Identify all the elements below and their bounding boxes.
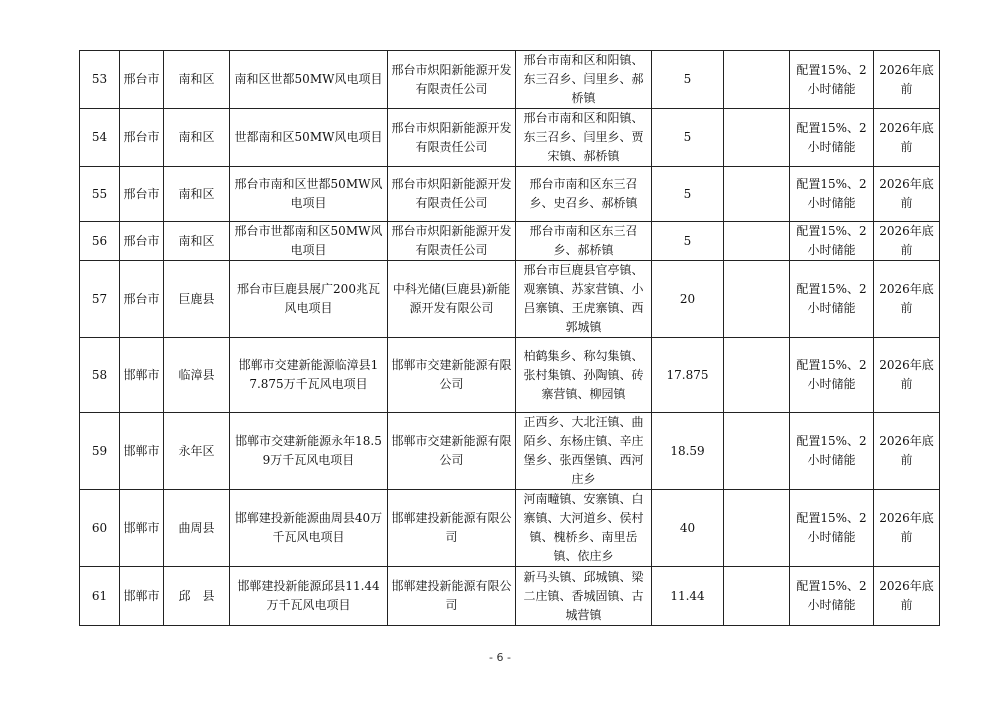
city-cell: 邯郸市 (120, 490, 164, 567)
storage-cell: 配置15%、2小时储能 (790, 490, 874, 567)
deadline-cell: 2026年底前 (874, 51, 940, 109)
county-cell: 巨鹿县 (164, 261, 230, 338)
county-cell: 南和区 (164, 109, 230, 167)
deadline-cell: 2026年底前 (874, 222, 940, 261)
city-cell: 邢台市 (120, 261, 164, 338)
city-cell: 邯郸市 (120, 413, 164, 490)
note-cell (724, 109, 790, 167)
location-cell: 邢台市南和区东三召乡、史召乡、郝桥镇 (516, 167, 652, 222)
storage-cell: 配置15%、2小时储能 (790, 338, 874, 413)
project-name-cell: 邢台市巨鹿县展广200兆瓦风电项目 (230, 261, 388, 338)
company-cell: 邢台市炽阳新能源开发有限责任公司 (388, 109, 516, 167)
county-cell: 南和区 (164, 51, 230, 109)
capacity-cell: 5 (652, 109, 724, 167)
company-cell: 邯郸市交建新能源有限公司 (388, 338, 516, 413)
deadline-cell: 2026年底前 (874, 261, 940, 338)
row-number-cell: 61 (80, 567, 120, 626)
company-cell: 邢台市炽阳新能源开发有限责任公司 (388, 167, 516, 222)
storage-cell: 配置15%、2小时储能 (790, 109, 874, 167)
table-row (80, 490, 940, 567)
project-name-cell: 邯郸市交建新能源临漳县17.875万千瓦风电项目 (230, 338, 388, 413)
page-number: - 6 - (489, 651, 511, 664)
capacity-cell: 5 (652, 222, 724, 261)
table-row (80, 51, 940, 109)
deadline-cell: 2026年底前 (874, 567, 940, 626)
county-cell: 邱 县 (164, 567, 230, 626)
row-number-cell: 56 (80, 222, 120, 261)
deadline-cell: 2026年底前 (874, 490, 940, 567)
county-cell: 南和区 (164, 167, 230, 222)
county-cell: 永年区 (164, 413, 230, 490)
row-number-cell: 57 (80, 261, 120, 338)
project-name-cell: 南和区世都50MW风电项目 (230, 51, 388, 109)
capacity-cell: 18.59 (652, 413, 724, 490)
project-name-cell: 世都南和区50MW风电项目 (230, 109, 388, 167)
company-cell: 中科光储(巨鹿县)新能源开发有限公司 (388, 261, 516, 338)
storage-cell: 配置15%、2小时储能 (790, 413, 874, 490)
row-number-cell: 58 (80, 338, 120, 413)
location-cell: 邢台市巨鹿县官亭镇、观寨镇、苏家营镇、小吕寨镇、王虎寨镇、西郭城镇 (516, 261, 652, 338)
storage-cell: 配置15%、2小时储能 (790, 261, 874, 338)
deadline-cell: 2026年底前 (874, 167, 940, 222)
company-cell: 邯郸建投新能源有限公司 (388, 490, 516, 567)
city-cell: 邯郸市 (120, 567, 164, 626)
row-number-cell: 60 (80, 490, 120, 567)
capacity-cell: 5 (652, 167, 724, 222)
table-row (80, 222, 940, 261)
note-cell (724, 261, 790, 338)
project-name-cell: 邯郸建投新能源曲周县40万千瓦风电项目 (230, 490, 388, 567)
note-cell (724, 222, 790, 261)
location-cell: 河南疃镇、安寨镇、白寨镇、大河道乡、侯村镇、槐桥乡、南里岳镇、依庄乡 (516, 490, 652, 567)
project-name-cell: 邢台市世都南和区50MW风电项目 (230, 222, 388, 261)
note-cell (724, 567, 790, 626)
deadline-cell: 2026年底前 (874, 413, 940, 490)
project-name-cell: 邯郸建投新能源邱县11.44万千瓦风电项目 (230, 567, 388, 626)
county-cell: 曲周县 (164, 490, 230, 567)
city-cell: 邢台市 (120, 222, 164, 261)
county-cell: 临漳县 (164, 338, 230, 413)
storage-cell: 配置15%、2小时储能 (790, 222, 874, 261)
capacity-cell: 20 (652, 261, 724, 338)
city-cell: 邢台市 (120, 51, 164, 109)
location-cell: 邢台市南和区和阳镇、东三召乡、闫里乡、郝桥镇 (516, 51, 652, 109)
company-cell: 邯郸建投新能源有限公司 (388, 567, 516, 626)
location-cell: 正西乡、大北汪镇、曲陌乡、东杨庄镇、辛庄堡乡、张西堡镇、西河庄乡 (516, 413, 652, 490)
company-cell: 邢台市炽阳新能源开发有限责任公司 (388, 222, 516, 261)
note-cell (724, 51, 790, 109)
note-cell (724, 167, 790, 222)
county-cell: 南和区 (164, 222, 230, 261)
row-number-cell: 54 (80, 109, 120, 167)
capacity-cell: 17.875 (652, 338, 724, 413)
city-cell: 邯郸市 (120, 338, 164, 413)
deadline-cell: 2026年底前 (874, 338, 940, 413)
location-cell: 邢台市南和区东三召乡、郝桥镇 (516, 222, 652, 261)
table-row (80, 167, 940, 222)
location-cell: 柏鹤集乡、称勾集镇、张村集镇、孙陶镇、砖寨营镇、柳园镇 (516, 338, 652, 413)
storage-cell: 配置15%、2小时储能 (790, 567, 874, 626)
row-number-cell: 59 (80, 413, 120, 490)
location-cell: 邢台市南和区和阳镇、东三召乡、闫里乡、贾宋镇、郝桥镇 (516, 109, 652, 167)
table-row (80, 109, 940, 167)
storage-cell: 配置15%、2小时储能 (790, 167, 874, 222)
capacity-cell: 5 (652, 51, 724, 109)
project-name-cell: 邯郸市交建新能源永年18.59万千瓦风电项目 (230, 413, 388, 490)
note-cell (724, 490, 790, 567)
note-cell (724, 338, 790, 413)
storage-cell: 配置15%、2小时储能 (790, 51, 874, 109)
project-name-cell: 邢台市南和区世都50MW风电项目 (230, 167, 388, 222)
table-body (80, 51, 940, 626)
capacity-cell: 11.44 (652, 567, 724, 626)
capacity-cell: 40 (652, 490, 724, 567)
company-cell: 邯郸市交建新能源有限公司 (388, 413, 516, 490)
table-row (80, 413, 940, 490)
note-cell (724, 413, 790, 490)
table-row (80, 261, 940, 338)
city-cell: 邢台市 (120, 167, 164, 222)
table-row (80, 567, 940, 626)
location-cell: 新马头镇、邱城镇、梁二庄镇、香城固镇、古城营镇 (516, 567, 652, 626)
row-number-cell: 53 (80, 51, 120, 109)
deadline-cell: 2026年底前 (874, 109, 940, 167)
city-cell: 邢台市 (120, 109, 164, 167)
company-cell: 邢台市炽阳新能源开发有限责任公司 (388, 51, 516, 109)
row-number-cell: 55 (80, 167, 120, 222)
table-row (80, 338, 940, 413)
project-table (79, 50, 940, 626)
